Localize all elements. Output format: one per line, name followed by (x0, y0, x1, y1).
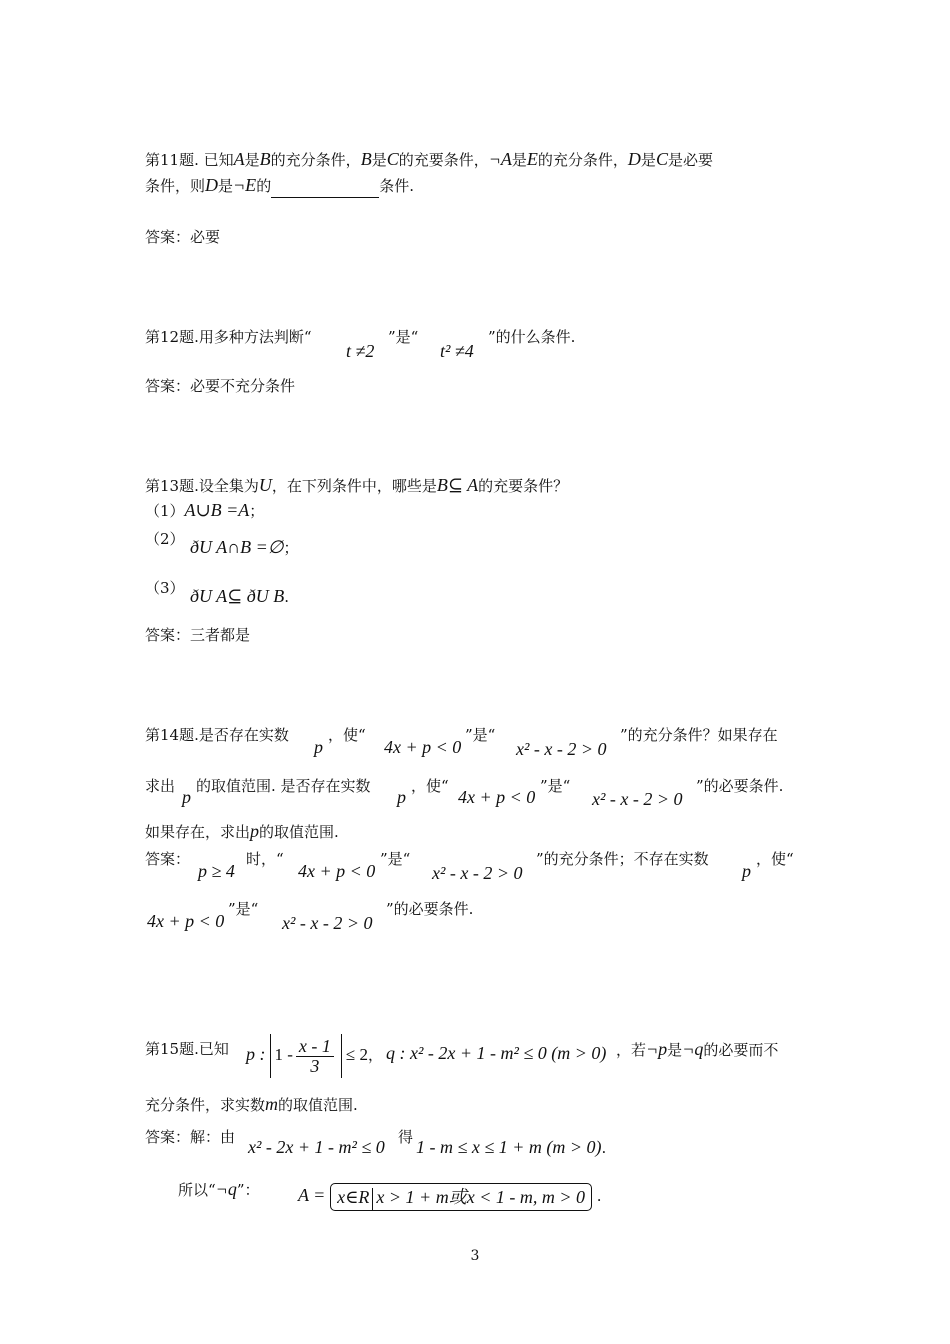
var-u: U (258, 475, 272, 495)
answer-text: 所以“ (178, 1181, 216, 1199)
set-element: x∈R (337, 1187, 370, 1207)
q14-math1 (384, 736, 461, 759)
punct: . (596, 1187, 602, 1205)
math-expression: ðU A⊆ ðU B (190, 586, 285, 606)
math-expression: q : x² - 2x + 1 - m² ≤ 0 (m > 0) (386, 1043, 607, 1063)
q14-text: ”的必要条件. (696, 777, 784, 795)
q14-math2 (592, 788, 683, 811)
item-label: （2） (145, 530, 185, 548)
q15-label: 第15题. (145, 1040, 199, 1058)
q14-math2 (282, 912, 373, 935)
math-expression: 4x + p < 0 (298, 861, 376, 881)
var-p: p (182, 787, 191, 807)
punct: ， (368, 1046, 384, 1064)
q13-item3-math (190, 585, 289, 608)
q15-line2 (145, 1093, 358, 1116)
math-expression: 4x + p < 0 (147, 911, 225, 931)
q14-text: ，使“ (411, 777, 449, 795)
q15-text (616, 1038, 778, 1061)
q13-item3 (145, 577, 185, 599)
q12-answer (145, 375, 295, 397)
q14-var-p (314, 736, 323, 759)
q14-math1 (147, 910, 224, 933)
q14-answer-text: 时，“ (246, 850, 284, 868)
page-number: 3 (470, 1248, 480, 1264)
q14-math2 (516, 738, 607, 761)
q14-text: 是否存在实数 (198, 726, 289, 744)
q11-text: 是 (244, 151, 260, 169)
q11-line2 (145, 174, 414, 198)
q14-answer-label: 答案： (145, 850, 191, 868)
abs-bar-left (270, 1034, 271, 1078)
q15-p-expression (246, 1030, 383, 1079)
var-not-q: ¬q (682, 1039, 704, 1059)
punct: ； (249, 502, 265, 520)
q15-label-line (145, 1038, 229, 1060)
math-p: p : (246, 1044, 266, 1064)
math-one-minus: 1 - (274, 1045, 293, 1064)
q13-line1 (145, 474, 568, 497)
var-e: E (526, 149, 538, 169)
math-expression: x² - x - 2 > 0 (592, 789, 683, 809)
q15-so-text (178, 1178, 260, 1201)
math-expression: ≤ 2 (345, 1045, 368, 1064)
var-d: D (205, 175, 219, 195)
item-label: （1） (145, 502, 185, 520)
var-p: p (397, 787, 406, 807)
math-expression: x² - x - 2 > 0 (516, 739, 607, 759)
fraction-numerator: x - 1 (296, 1037, 334, 1057)
q11-text: 是 (218, 177, 234, 195)
math-expression: 4x + p < 0 (458, 787, 536, 807)
answer-text: 解：由 (190, 1128, 236, 1146)
var-not-p: ¬p (646, 1039, 668, 1059)
q14-answer-text: ”是“ (228, 900, 259, 918)
q15-answer-text: 得 (398, 1128, 414, 1146)
punct: . (601, 1139, 607, 1157)
var-not-e: ¬E (233, 175, 257, 195)
answer-blank (271, 175, 379, 198)
q14-math2 (432, 862, 523, 885)
answer-label: 答案： (145, 377, 191, 395)
q15-text: ，若 (616, 1041, 647, 1059)
var-not-a: ¬A (488, 149, 512, 169)
var-m: m (265, 1094, 279, 1114)
q15-text: 的必要而不 (703, 1041, 779, 1059)
q15-text: 的取值范围. (278, 1096, 358, 1114)
answer-label: 答案： (145, 626, 191, 644)
q11-label: 第11题. (145, 151, 199, 169)
q13-answer (145, 624, 250, 646)
q13-item1 (145, 499, 264, 522)
q14-text: ”是“ (540, 777, 571, 795)
q13-item2 (145, 528, 185, 550)
q12-text-b: ”是“ (388, 328, 419, 346)
math-expression: ðU A∩B =∅ (190, 537, 284, 557)
q13-label: 第13题. (145, 477, 199, 495)
q14-line3 (145, 820, 339, 843)
var-not-q: ¬q (215, 1179, 237, 1199)
var-d: D (627, 149, 641, 169)
q12-label: 第12题. (145, 328, 199, 346)
q14-line1-a (145, 724, 289, 746)
var-p: p (742, 861, 751, 881)
q11-text: 是 (640, 151, 656, 169)
set-builder (330, 1183, 592, 1211)
q14-text: 的取值范围. 是否存在实数 (196, 777, 371, 795)
var-p: p (314, 737, 323, 757)
set-divider (372, 1188, 373, 1210)
q13-text: 的充要条件？ (478, 477, 569, 495)
answer-text: ”： (236, 1181, 260, 1199)
punct: ； (283, 539, 299, 557)
q14-math1 (298, 860, 375, 883)
q11-text: 条件. (379, 177, 414, 195)
q15-answer-math2 (416, 1136, 606, 1159)
q11-text: 是必要 (667, 151, 713, 169)
q13-text: ，在下列条件中，哪些是 (271, 477, 437, 495)
q14-answer-text: ，使“ (756, 850, 794, 868)
math-expression: B⊆ A (436, 475, 479, 495)
math-expression: x² - x - 2 > 0 (432, 863, 523, 883)
q15-answer-line1 (145, 1126, 235, 1148)
var-c: C (386, 149, 399, 169)
q15-text: 充分条件，求实数 (145, 1096, 266, 1114)
q13-text: 设全集为 (198, 477, 259, 495)
q14-text: 的取值范围. (259, 823, 339, 841)
q11-text: 是 (511, 151, 527, 169)
q12-math2 (440, 340, 474, 363)
q15-q-expression (386, 1042, 606, 1065)
abs-bar-right (341, 1034, 342, 1078)
math-expression: A∪B =A (184, 500, 250, 520)
q14-text: ”是“ (465, 726, 496, 744)
q11-text: 的充分条件， (537, 151, 628, 169)
q14-label: 第14题. (145, 726, 199, 744)
var-b: B (259, 149, 271, 169)
q14-answer-text: ”的充分条件；不存在实数 (536, 850, 709, 868)
answer-text: 三者都是 (190, 626, 251, 644)
q14-text: 如果存在，求出 (145, 823, 251, 841)
q14-answer-text: ”是“ (380, 850, 411, 868)
math-expression: p ≥ 4 (198, 861, 235, 881)
fraction-denominator: 3 (310, 1055, 320, 1076)
answer-label: 答案： (145, 1128, 191, 1146)
var-b: B (360, 149, 372, 169)
q11-text: 的充要条件， (398, 151, 489, 169)
q13-item2-math (190, 536, 299, 559)
q15-text: 是 (667, 1041, 683, 1059)
q12-math1 (346, 340, 374, 363)
q14-text: 求出 (145, 777, 176, 795)
q12-text-c: ”的什么条件. (488, 328, 576, 346)
q11-text: 是 (371, 151, 387, 169)
q11-text: 条件，则 (145, 177, 206, 195)
answer-text: 必要 (190, 228, 221, 246)
q14-text: ”的充分条件？如果存在 (620, 726, 778, 744)
item-label: （3） (145, 579, 185, 597)
q14-answer-math (198, 860, 235, 883)
q11-text: 已知 (203, 151, 234, 169)
var-c: C (655, 149, 668, 169)
math-expression: t ≠2 (346, 341, 375, 361)
q14-answer-text: ”的必要条件. (386, 900, 474, 918)
q15-set-expression (298, 1180, 602, 1211)
math-expression: 1 - m ≤ x ≤ 1 + m (m > 0) (416, 1137, 602, 1157)
fraction (296, 1037, 334, 1076)
q14-var-p (397, 786, 406, 809)
punct: . (284, 588, 290, 606)
q14-var-p (742, 860, 751, 883)
q11-answer (145, 226, 220, 248)
q14-var-p (182, 786, 191, 809)
q15-answer-math1 (248, 1136, 385, 1159)
q12-line1 (145, 326, 312, 348)
math-expression: A = (298, 1185, 326, 1205)
math-expression: x² - 2x + 1 - m² ≤ 0 (248, 1137, 385, 1157)
set-condition: x > 1 + m或x < 1 - m, m > 0 (376, 1187, 585, 1207)
var-p: p (250, 821, 260, 841)
q11-line1 (145, 148, 713, 171)
q14-math1 (458, 786, 535, 809)
q12-text: 用多种方法判断“ (198, 328, 312, 346)
q11-text: 的充分条件， (270, 151, 361, 169)
q14-text: ，使“ (328, 726, 366, 744)
q11-text: 的 (256, 177, 272, 195)
var-a: A (233, 149, 245, 169)
math-expression: x² - x - 2 > 0 (282, 913, 373, 933)
q15-text: 已知 (198, 1040, 229, 1058)
answer-label: 答案： (145, 228, 191, 246)
answer-text: 必要不充分条件 (190, 377, 296, 395)
math-expression: 4x + p < 0 (384, 737, 462, 757)
math-expression: t² ≠4 (440, 341, 474, 361)
